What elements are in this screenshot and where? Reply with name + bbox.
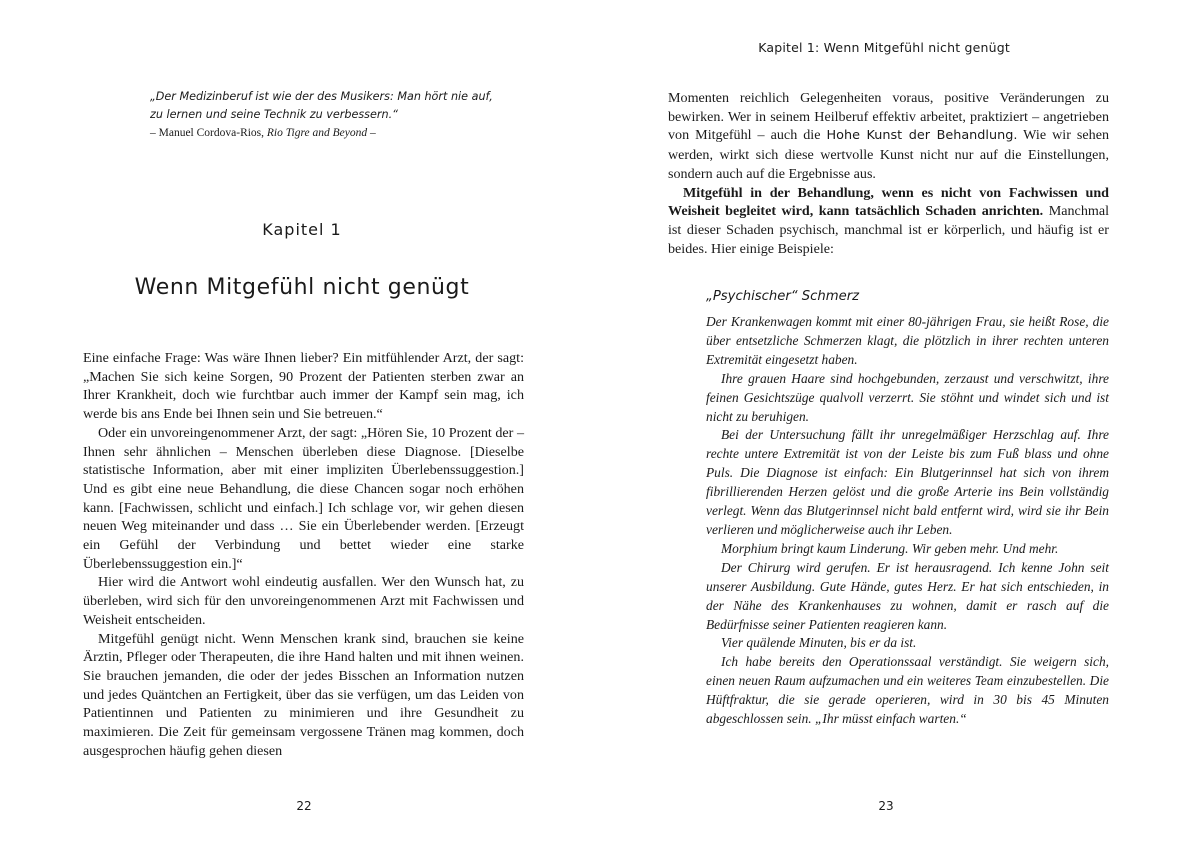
paragraph-text: Momenten reichlich Gelegenheiten voraus, positive Veränderungen zu bewirken. Wer in seinem Heilberuf effektiv arbeitet, praktiziert – angetrieben von Mitgefühl – auch die	[668, 90, 1109, 144]
case-paragraph: Der Krankenwagen kommt mit einer 80-jährigen Frau, sie heißt Rose, die über entsetzliche Schmerzen klagt, die plötzlich in ihrer rechten unteren Extremität eingesetzt haben.	[706, 314, 1109, 367]
case-paragraph: Ich habe bereits den Operationssaal verständigt. Sie weigern sich, einen neuen Raum aufzumachen und ein weiteres Team einzubestellen. Die Hüftfraktur, die sie gerade operieren, wird in 30 bis 45 Minuten abgeschlossen sein. „Ihr müsst einfach warten.“	[706, 654, 1109, 727]
right-body-text	[668, 89, 1109, 258]
case-paragraph: Vier quälende Minuten, bis er da ist.	[721, 635, 917, 651]
case-paragraph: Morphium bringt kaum Linderung. Wir geben mehr. Und mehr.	[721, 540, 1059, 556]
chapter-title: Wenn Mitgefühl nicht genügt	[134, 275, 470, 300]
epigraph-author: – Manuel Cordova-Rios,	[150, 127, 267, 139]
body-paragraph	[668, 89, 1109, 184]
body-paragraph: Eine einfache Frage: Was wäre Ihnen lieber? Ein mitfühlender Arzt, der sagt: „Machen Sie sich keine Sorgen, 90 Prozent der Patienten sterben zwar an Ihrer Krankheit, doch wie furchtbar auch immer der Kampf sein mag, ich werde bis ans Ende bei Ihnen sein und Sie betreuen.“	[83, 350, 524, 423]
epigraph-attribution-end: –	[367, 127, 376, 139]
page-number: 23	[878, 799, 894, 813]
body-paragraph: Mitgefühl genügt nicht. Wenn Menschen krank sind, brauchen sie keine Ärztin, Pfleger oder Therapeuten, die ihre Hand halten und mit ihnen weinen. Sie brauchen jemanden, die oder der jedes Bisschen an Information nutzen und jedes Quäntchen an Fertigkeit, über das sie verfügen, um das Leiden von Patientinnen und Patienten zu minimieren und ihre Gesundheit zu maximieren. Die Zeit für gemeinsam vergossene Tränen mag kommen, doch ausgesprochen häufig gehen diesen	[83, 630, 524, 759]
case-paragraph: Bei der Untersuchung fällt ihr unregelmäßiger Herzschlag auf. Ihre rechte untere Extremität ist von der Leiste bis zum Fuß blass und ohne Puls. Die Diagnose ist einfach: Ein Blutgerinnsel hat sich von ihrem fibrillierenden Herzen gelöst und die große Arterie ins Bein vollständig verlegt. Wenn das Blutgerinnsel nicht bald entfernt wird, wird sie ihr Bein verlieren und möglicherweise auch ihr Leben.	[706, 427, 1109, 537]
case-heading: „Psychischer“ Schmerz	[706, 289, 860, 304]
highlight-phrase: Hohe Kunst der Behandlung.	[826, 128, 1018, 144]
case-story	[706, 313, 1109, 729]
left-body-text	[83, 349, 524, 760]
epigraph-quote-line-1: „Der Medizinberuf ist wie der des Musikers: Man hört nie auf,	[150, 90, 493, 103]
case-paragraph: Der Chirurg wird gerufen. Er ist herausragend. Ich kenne John seit unserer Ausbildung. Gute Hände, gutes Herz. Er hat sich entschieden, in der Nähe des Krankenhauses zu wohnen, damit er rasch auf die Bedürfnisse seiner Patienten reagieren kann.	[706, 559, 1109, 632]
epigraph	[150, 88, 510, 142]
page-number: 22	[296, 799, 312, 813]
epigraph-attribution	[150, 124, 510, 142]
epigraph-quote-line-2: zu lernen und seine Technik zu verbessern.“	[150, 107, 398, 121]
running-header: Kapitel 1: Wenn Mitgefühl nicht genügt	[758, 40, 1010, 55]
bold-lead-sentence: Mitgefühl in der Behandlung, wenn es nicht von Fachwissen und Weisheit begleitet wird, kann tatsächlich Schaden anrichten.	[668, 184, 1109, 220]
right-page	[596, 0, 1192, 855]
chapter-label: Kapitel 1	[262, 220, 342, 239]
case-paragraph: Ihre grauen Haare sind hochgebunden, zerzaust und verschwitzt, ihre feinen Gesichtszüge qualvoll verzerrt. Sie stöhnt und windet sich und ist nicht zu beruhigen.	[706, 370, 1109, 424]
body-paragraph	[668, 184, 1109, 259]
paragraph-text: Wie wir sehen werden, wirkt sich diese wertvolle Kunst nicht nur auf die Einstellungen, sondern auch auf die Ergebnisse aus.	[668, 127, 1109, 182]
epigraph-book-title: Rio Tigre and Beyond	[266, 127, 368, 139]
paragraph-text: Manchmal ist dieser Schaden psychisch, manchmal ist er körperlich, und häufig ist er beides. Hier einige Beispiele:	[668, 203, 1109, 257]
body-paragraph: Hier wird die Antwort wohl eindeutig ausfallen. Wer den Wunsch hat, zu überleben, wird sich für den unvoreingenommenen Arzt mit Fachwissen und Weisheit entscheiden.	[83, 574, 524, 628]
body-paragraph: Oder ein unvoreingenommener Arzt, der sagt: „Hören Sie, 10 Prozent der – Ihnen sehr ähnlichen – Menschen überleben diese Diagnose. [Dieselbe statistische Information, aber mit einer impliziten Überlebenssuggestion.] Und es gibt eine neue Behandlung, die diese Chancen sogar noch erhöhen kann. [Fachwissen, schlicht und einfach.] Ich schlage vor, wir gehen diesen neuen Weg miteinander und dass … Sie ein Überlebender werden. [Erzeugt ein Gefühl der Verbindung und bettet wieder eine starke Überlebenssuggestion ein.]“	[83, 424, 524, 572]
